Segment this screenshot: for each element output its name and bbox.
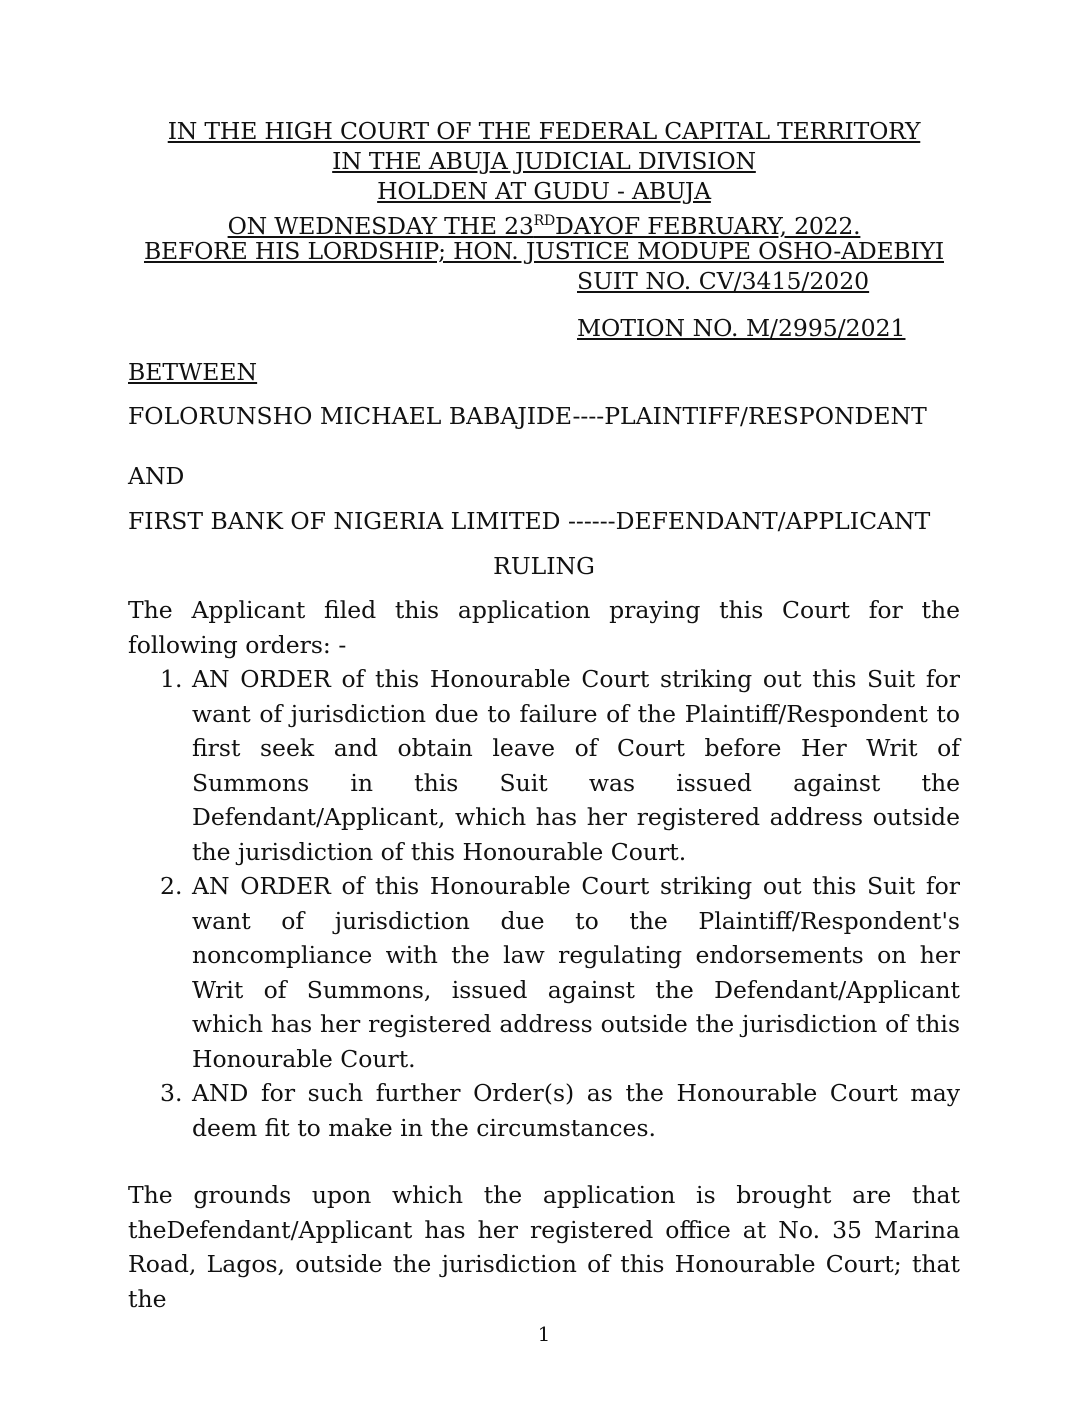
order-number: 2. xyxy=(160,872,183,900)
page-number: 1 xyxy=(537,1322,551,1346)
order-number: 3. xyxy=(160,1079,183,1107)
order-text: AN ORDER of this Honourable Court striking out this Suit for want of jurisdiction due to the Plaintiff/Respondent's noncompliance with the law regulating endorsements on her Writ of Summons, issued against the Defendant/Applicant which has her registered address outside the jurisdiction of this Honourable Court. xyxy=(192,872,960,1073)
order-number: 1. xyxy=(160,665,183,693)
plaintiff-line: FOLORUNSHO MICHAEL BABAJIDE----PLAINTIFF/RESPONDENT xyxy=(128,402,927,430)
date-heading-post: DAYOF FEBRUARY, 2022. xyxy=(555,212,861,240)
list-item xyxy=(128,869,960,1076)
between-label: BETWEEN xyxy=(128,358,258,386)
judge-heading: BEFORE HIS LORDSHIP; HON. JUSTICE MODUPE OSHO-ADEBIYI xyxy=(143,237,944,265)
grounds-paragraph: The grounds upon which the application is brought are that theDefendant/Applicant has her registered office at No. 35 Marina Road, Lagos, outside the jurisdiction of this Honourable Court; that the xyxy=(128,1181,960,1313)
order-text: AND for such further Order(s) as the Honourable Court may deem fit to make in the circumstances. xyxy=(192,1079,960,1142)
list-item xyxy=(128,662,960,869)
orders-list xyxy=(128,662,960,1145)
list-item xyxy=(128,1076,960,1145)
division-heading: IN THE ABUJA JUDICIAL DIVISION xyxy=(332,147,756,175)
defendant-line: FIRST BANK OF NIGERIA LIMITED ------DEFENDANT/APPLICANT xyxy=(128,507,931,535)
date-heading-pre: ON WEDNESDAY THE 23 xyxy=(227,212,534,240)
suit-number: SUIT NO. CV/3415/2020 xyxy=(577,267,870,295)
motion-number: MOTION NO. M/2995/2021 xyxy=(577,314,906,342)
court-heading: IN THE HIGH COURT OF THE FEDERAL CAPITAL TERRITORY xyxy=(167,117,921,145)
holden-heading: HOLDEN AT GUDU - ABUJA xyxy=(377,177,711,205)
and-label: AND xyxy=(128,462,185,490)
intro-paragraph: The Applicant filed this application praying this Court for the following orders: - xyxy=(128,596,960,659)
date-heading-suffix: RD xyxy=(533,213,555,229)
ruling-title: RULING xyxy=(493,552,595,580)
order-text: AN ORDER of this Honourable Court striking out this Suit for want of jurisdiction due to failure of the Plaintiff/Respondent to first seek and obtain leave of Court before Her Writ of Summons in this Suit was issued against the Defendant/Applicant, which has her registered address outside the jurisdiction of this Honourable Court. xyxy=(192,665,960,866)
